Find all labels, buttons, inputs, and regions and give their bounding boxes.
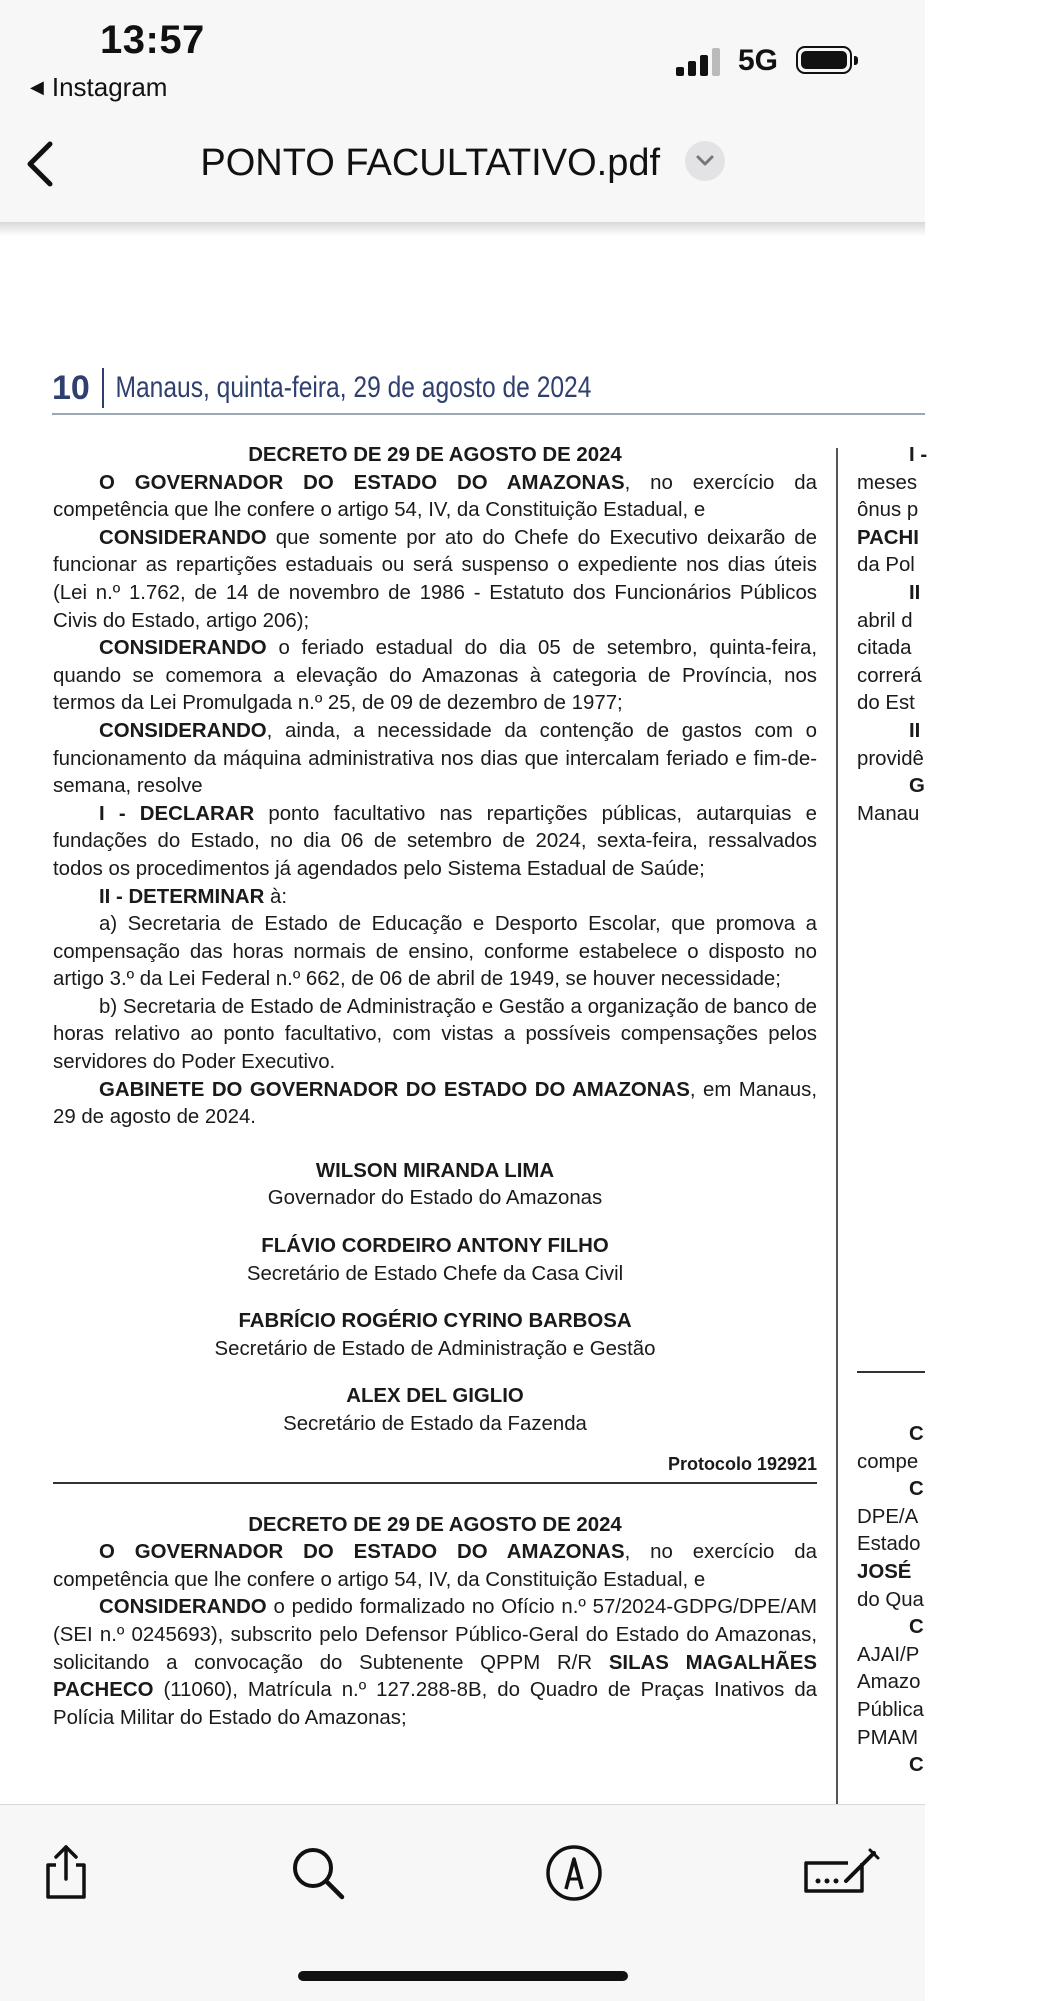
network-type: 5G	[738, 44, 779, 77]
share-icon	[34, 1841, 98, 1905]
fragment-line: I -	[909, 444, 928, 466]
fragment-line: C	[909, 1478, 924, 1501]
fragment-line: citada	[857, 637, 912, 660]
signatory-name: WILSON MIRANDA LIMA	[315, 1159, 555, 1182]
search-button[interactable]	[286, 1841, 350, 1905]
fragment-line: correrá	[857, 664, 922, 687]
back-to-app-link[interactable]	[30, 72, 167, 103]
back-triangle-icon: ◀	[30, 77, 44, 97]
fragment-line: Manau	[857, 802, 920, 825]
share-button[interactable]	[34, 1841, 98, 1905]
column-divider	[836, 448, 838, 1848]
markup-pen-icon	[542, 1841, 606, 1905]
signatory-name: ALEX DEL GIGLIO	[346, 1385, 524, 1408]
fragment-line: C	[909, 1423, 924, 1445]
annotate-button[interactable]	[802, 1841, 882, 1905]
header-rule	[52, 413, 925, 415]
fragment-line: da Pol	[857, 554, 915, 577]
status-bar	[0, 0, 925, 110]
signatory-role: Secretário de Estado Chefe da Casa Civil	[246, 1262, 624, 1285]
fragment-line: do Qua	[857, 1588, 924, 1611]
fragment-line: PACHI	[857, 526, 919, 549]
page-date: Manaus, quinta-feira, 29 de agosto de 2024	[115, 371, 592, 404]
signature-block	[53, 1158, 817, 1213]
bottom-toolbar	[0, 1804, 925, 2001]
signatory-name: FLÁVIO CORDEIRO ANTONY FILHO	[261, 1235, 609, 1258]
fragment-line: PMAM	[857, 1726, 919, 1749]
page-header	[52, 366, 698, 410]
search-icon	[286, 1841, 350, 1905]
signature-block	[53, 1308, 817, 1363]
signature-block	[53, 1233, 817, 1288]
fragment-line: compe	[857, 1450, 919, 1473]
decree-title: DECRETO DE 29 DE AGOSTO DE 2024	[248, 1513, 622, 1536]
signature-icon	[802, 1841, 882, 1905]
right-column-fragment-lower	[857, 1421, 1057, 1780]
status-time: 13:57	[100, 18, 205, 62]
section-divider	[53, 1482, 817, 1484]
fragment-line: do Est	[857, 692, 915, 715]
back-app-label: Instagram	[51, 72, 168, 102]
fragment-line: meses	[857, 471, 918, 494]
nav-divider	[0, 222, 925, 236]
decree-intro: O GOVERNADOR DO ESTADO DO AMAZONAS, no exercício da competência que lhe confere o artigo 54, IV, da Constituição Estadual, e	[53, 1541, 817, 1591]
item-a: a) Secretaria de Estado de Educação e Desporto Escolar, que promova a compensação das horas normais de ensino, conforme estabelece o disposto no artigo 3.º da Lei Federal n.º 662, de 06 de abril de 1949, se houver necessidade;	[53, 913, 817, 991]
fragment-line: Pública	[857, 1698, 924, 1721]
main-column	[53, 442, 817, 1732]
considering-paragraph: CONSIDERANDO o pedido formalizado no Ofício n.º 57/2024-GDPG/DPE/AM (SEI n.º 0245693), subscrito pelo Defensor Público-Geral do Estado do Amazonas, solicitando a convocação do Subtenente QPPM R/R SILAS MAGALHÃES PACHECO (11060), Matrícula n.º 127.288-8B, do Quadro de Praças Inativos da Polícia Militar do Estado do Amazonas;	[53, 1596, 817, 1729]
decree-title: DECRETO DE 29 DE AGOSTO DE 2024	[248, 444, 622, 466]
fragment-line: DPE/A	[857, 1505, 919, 1528]
signatory-role: Secretário de Estado de Administração e Gestão	[214, 1337, 656, 1360]
home-indicator	[298, 1971, 628, 1981]
fragment-line: Estado	[857, 1533, 921, 1556]
right-column-fragment	[857, 442, 1057, 828]
decree-closing: GABINETE DO GOVERNADOR DO ESTADO DO AMAZONAS, em Manaus, 29 de agosto de 2024.	[53, 1078, 817, 1129]
considering-paragraph: CONSIDERANDO que somente por ato do Chefe do Executivo deixarão de funcionar as repartições estaduais ou será suspenso o expediente nos dias úteis (Lei n.º 1.762, de 14 de novembro de 1986 - Estatuto dos Funcionários Públicos Civis do Estado, artigo 206);	[53, 526, 817, 632]
right-column-rule	[857, 1371, 925, 1373]
fragment-line: abril d	[857, 609, 913, 632]
fragment-line: AJAI/P	[857, 1643, 920, 1666]
navigation-bar	[0, 110, 925, 222]
item-b: b) Secretaria de Estado de Administração e Gestão a organização de banco de horas relativo ao ponto facultativo, com vistas a possíveis compensações pelos servidores do Poder Executivo.	[53, 995, 817, 1074]
fragment-line: C	[909, 1616, 924, 1639]
signature-block	[53, 1383, 817, 1438]
fragment-line: Amazo	[857, 1671, 921, 1694]
signatory-role: Secretário de Estado da Fazenda	[283, 1413, 587, 1435]
document-title[interactable]	[0, 142, 925, 185]
document-title-text: PONTO FACULTATIVO.pdf	[200, 142, 661, 184]
cellular-signal-icon	[676, 48, 722, 76]
fragment-line: ônus p	[857, 499, 919, 522]
title-menu-button[interactable]	[685, 141, 725, 181]
markup-button[interactable]	[542, 1841, 606, 1905]
page-number: 10	[52, 368, 104, 408]
considering-paragraph: CONSIDERANDO, ainda, a necessidade da contenção de gastos com o funcionamento da máquina administrativa nos dias que intercalam feriado e fim-de-semana, resolve	[53, 719, 817, 798]
fragment-line: II	[909, 719, 921, 742]
fragment-line: II	[909, 581, 921, 604]
fragment-line: G	[909, 775, 925, 798]
protocol-number: Protocolo 192921	[667, 1453, 817, 1474]
article-i: I - DECLARAR ponto facultativo nas repartições públicas, autarquias e fundações do Estado, no dia 06 de setembro de 2024, sexta-feira, ressalvados todos os procedimentos já agendados pelo Sistema Estadual de Saúde;	[53, 802, 817, 880]
signatory-name: FABRÍCIO ROGÉRIO CYRINO BARBOSA	[238, 1310, 632, 1333]
signatory-role: Governador do Estado do Amazonas	[267, 1187, 603, 1210]
chevron-down-icon	[695, 154, 715, 168]
pdf-page[interactable]	[0, 236, 928, 1804]
decree-intro: O GOVERNADOR DO ESTADO DO AMAZONAS, no exercício da competência que lhe confere o artigo 54, IV, da Constituição Estadual, e	[53, 471, 817, 522]
fragment-line: providê	[857, 747, 924, 770]
fragment-line: C	[909, 1754, 924, 1777]
article-ii: II - DETERMINAR à:	[99, 885, 288, 908]
considering-paragraph: CONSIDERANDO o feriado estadual do dia 05 de setembro, quinta-feira, quando se comemora a elevação do Amazonas à categoria de Província, nos termos da Lei Promulgada n.º 25, de 09 de dezembro de 1977;	[53, 637, 817, 715]
battery-icon	[796, 46, 852, 74]
fragment-line: JOSÉ	[857, 1560, 912, 1583]
